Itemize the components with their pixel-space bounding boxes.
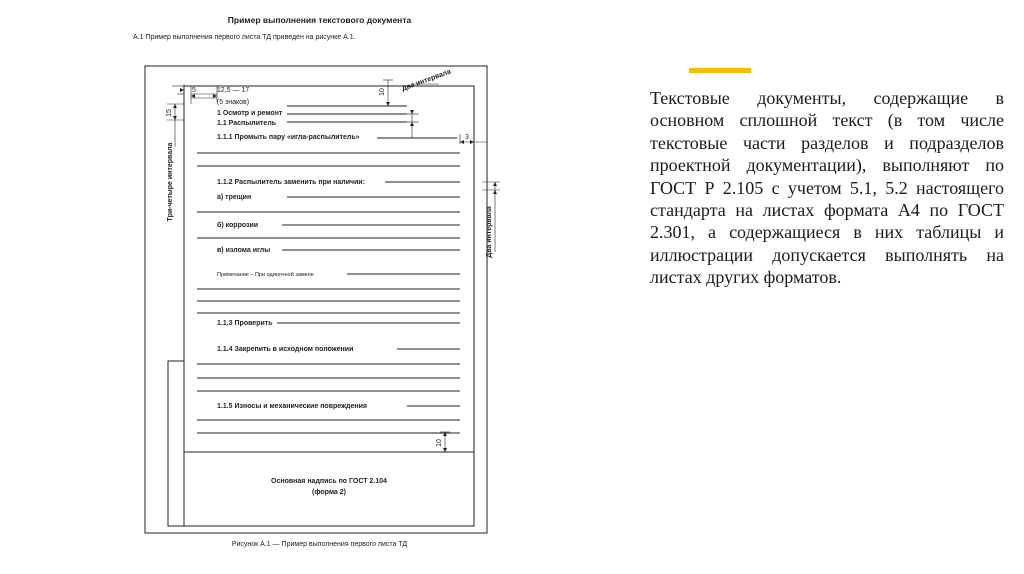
doc-line-primechanie: Примечание – При одиночной замене [217,272,314,278]
dim-12-17: 12,5 — 17 [216,87,250,94]
dim-5: 5 [192,87,196,94]
doc-line-promyt: 1.1.1 Промыть пару «игла-распылитель» [217,134,360,141]
doc-line-osmotr: 1 Осмотр и ремонт [217,110,283,117]
doc-line-korrozii: б) коррозии [217,222,259,229]
dim-3: 3 [465,134,469,141]
figure-caption: Рисунок А.1 — Пример выполнения первого листа ТД [231,541,408,548]
dim-three-four-intervals: Три-четыре интервала [167,142,174,222]
doc-line-zakrepit: 1.1.4 Закрепить в исходном положении [217,346,354,353]
dim-two-intervals-top: Два интервала [401,68,452,93]
doc-line-raspylitel: 1.1 Распылитель [217,120,277,127]
document-page [127,12,512,557]
doc-line-proverit: 1.1.3 Проверить [217,320,273,327]
stamp-line-2: (форма 2) [312,489,346,496]
dim-10-top: 10 [379,88,386,96]
doc-line-treshchin: а) трещин [217,194,252,201]
dim-10-bottom: 10 [436,439,443,447]
dim-15: 15 [166,109,173,117]
document-intro: А.1 Пример выполнения первого листа ТД приведен на рисунке А.1. [133,34,356,41]
document-title: Пример выполнения текстового документа [227,15,412,25]
doc-line-iznosy: 1.1.5 Износы и механические повреждения [217,403,367,410]
body-text: Текстовые документы, содержащие в основном сплошной текст (в том числе текстовые части разделов и подразделов проектной документации), выполняют по ГОСТ Р 2.105 с учетом 5.1, 5.2 настоящего стандарта на листах формата А4 по ГОСТ 2.301, а содержащиеся в них таблицы и иллюстрации допускается выполнять на листах других форматов. [650,88,1004,288]
stamp-line-1: Основная надпись по ГОСТ 2.104 [271,478,387,485]
document-image [127,12,512,557]
drawing-frame [127,12,512,557]
dim-5-znakov: (5 знаков) [216,99,250,106]
doc-line-zamenit: 1.1.2 Распылитель заменить при наличии: [217,179,366,186]
dim-two-intervals-right: Два интервала [486,206,493,258]
doc-line-izloma: в) излома иглы [217,247,271,254]
accent-bar [689,68,751,73]
